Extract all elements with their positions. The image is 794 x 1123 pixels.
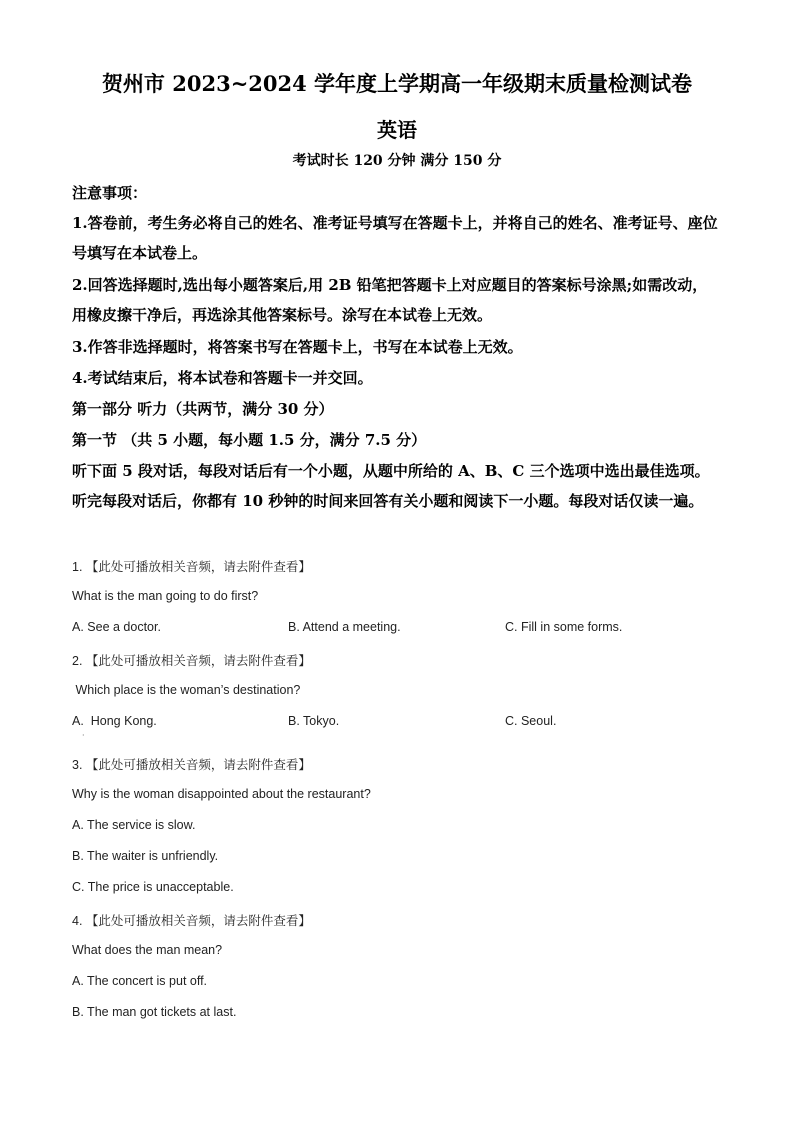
question-3-text: Why is the woman disappointed about the restaurant? <box>72 787 371 801</box>
question-2-text: Which place is the woman’s destination? <box>72 683 301 697</box>
question-3-header <box>72 755 311 773</box>
question-1-text: What is the man going to do first? <box>72 589 259 603</box>
note-item-1: 1.答卷前，考生务必将自己的姓名、准考证号填写在答题卡上，并将自己的姓名、准考证号、座位号填写在本试卷上。 <box>72 214 718 262</box>
question-2-option-a: A. Hong Kong. <box>72 714 157 728</box>
stray-dot-mark: · <box>82 731 85 740</box>
section1-heading: 第一节 （共 5 小题，每小题 1.5 分，满分 7.5 分） <box>72 431 427 449</box>
question-4-text: What does the man mean? <box>72 943 223 957</box>
question-number: 1. <box>72 560 83 574</box>
note-item-2: 2.回答选择题时,选出每小题答案后,用 2B 铅笔把答题卡上对应题目的答案标号涂黑;如需改动，用橡皮擦干净后，再选涂其他答案标号。涂写在本试卷上无效。 <box>72 276 708 324</box>
question-2-header <box>72 651 311 669</box>
question-3-option-c: C. The price is unacceptable. <box>72 880 234 894</box>
question-3-option-a: A. The service is slow. <box>72 818 196 832</box>
subject-title: 英语 <box>377 118 417 142</box>
note-item-4: 4.考试结束后，将本试卷和答题卡一并交回。 <box>72 369 373 387</box>
question-4-header <box>72 911 311 929</box>
part1-heading: 第一部分 听力（共两节，满分 30 分） <box>72 400 334 418</box>
question-1-option-c: C. Fill in some forms. <box>505 620 623 634</box>
question-4-option-b: B. The man got tickets at last. <box>72 1005 237 1019</box>
exam-title: 贺州市 2023~2024 学年度上学期高一年级期末质量检测试卷 <box>101 71 693 96</box>
question-2-option-c: C. Seoul. <box>505 714 557 728</box>
question-number: 3. <box>72 758 83 772</box>
question-number: 2. <box>72 654 83 668</box>
audio-link[interactable]: 【此处可播放相关音频，请去附件查看】 <box>85 913 311 928</box>
question-1-option-a: A. See a doctor. <box>72 620 161 634</box>
question-4-option-a: A. The concert is put off. <box>72 974 208 988</box>
audio-link[interactable]: 【此处可播放相关音频，请去附件查看】 <box>85 559 311 574</box>
question-1-header <box>72 557 311 575</box>
audio-link[interactable]: 【此处可播放相关音频，请去附件查看】 <box>85 757 311 772</box>
notes-heading: 注意事项： <box>72 184 148 202</box>
question-number: 4. <box>72 914 83 928</box>
question-1-option-b: B. Attend a meeting. <box>288 620 401 634</box>
question-3-option-b: B. The waiter is unfriendly. <box>72 849 219 863</box>
note-item-3: 3.作答非选择题时，将答案书写在答题卡上，书写在本试卷上无效。 <box>72 338 523 356</box>
listening-instructions: 听下面 5 段对话，每段对话后有一个小题，从题中所给的 A、B、C 三个选项中选出最佳选项。听完每段对话后，你都有 10 秒钟的时间来回答有关小题和阅读下一小题。每段对话仅读一遍。 <box>72 462 710 510</box>
exam-info: 考试时长 120 分钟 满分 150 分 <box>292 153 502 169</box>
audio-link[interactable]: 【此处可播放相关音频，请去附件查看】 <box>85 653 311 668</box>
question-2-option-b: B. Tokyo. <box>288 714 340 728</box>
